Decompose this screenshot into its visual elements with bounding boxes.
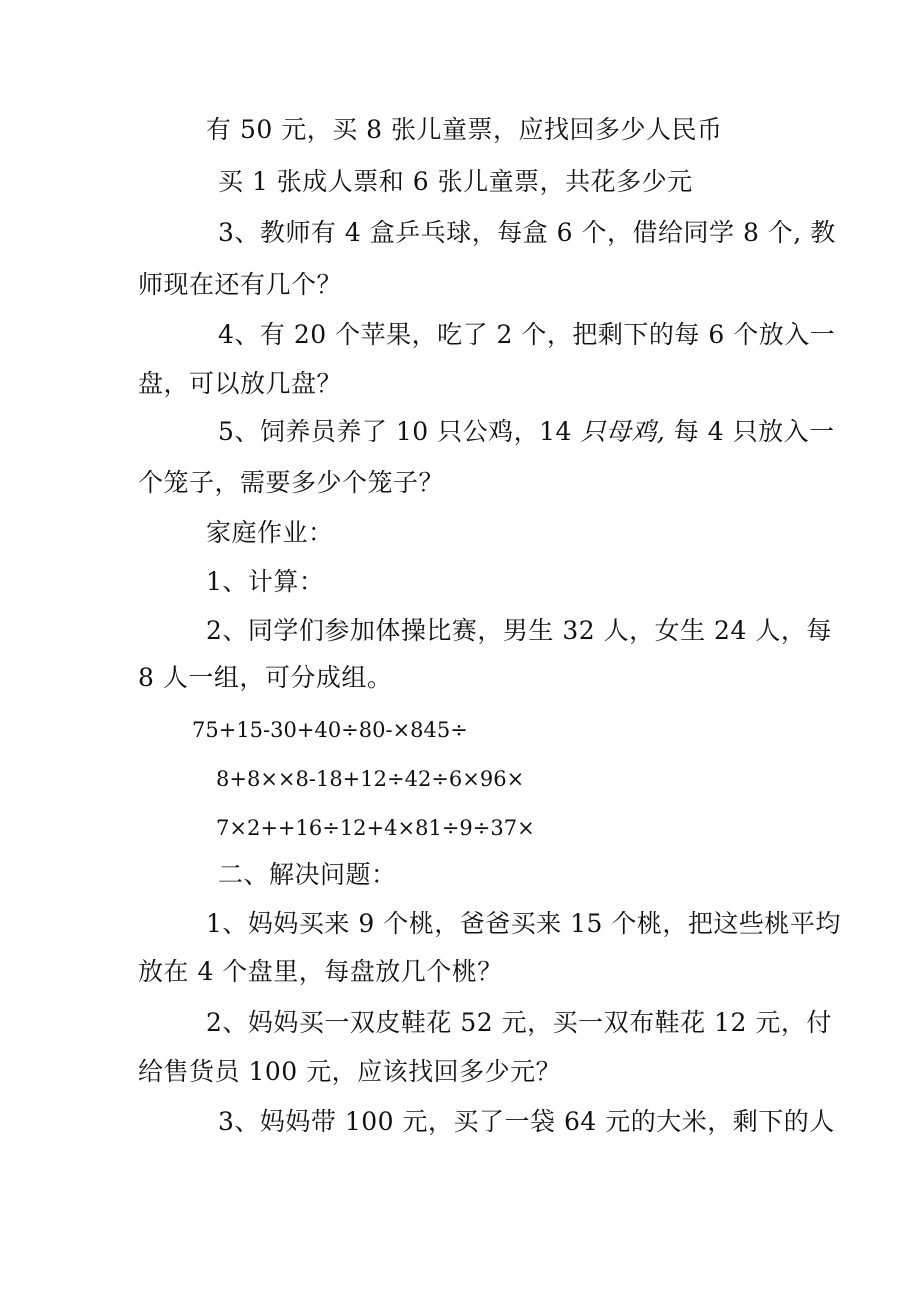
text-line: 2、同学们参加体操比赛，男生 32 人，女生 24 人，每 — [206, 616, 832, 645]
text-line: 给售货员 100 元，应该找回多少元？ — [138, 1057, 562, 1086]
text-line-mixed — [218, 415, 835, 449]
calculation-line: 8+8××8-18+12÷42÷6×96× — [216, 767, 525, 791]
calculation-line: 75+15-30+40÷80-×845÷ — [192, 718, 468, 742]
italic-text-segment: 只母鸡, — [580, 417, 666, 446]
section-heading: 二、解决问题： — [218, 860, 397, 889]
text-segment: 每 4 只放入一 — [665, 417, 835, 446]
text-line: 2、妈妈买一双皮鞋花 52 元，买一双布鞋花 12 元，付 — [206, 1008, 832, 1037]
text-line: 买 1 张成人票和 6 张儿童票，共花多少元 — [218, 167, 693, 196]
text-segment: 5、饲养员养了 10 只公鸡，14 — [218, 417, 581, 446]
text-line: 4、有 20 个苹果，吃了 2 个，把剩下的每 6 个放入一 — [218, 320, 836, 349]
calculation-line: 7×2++16÷12+4×81÷9÷37× — [216, 816, 535, 840]
text-line: 1、妈妈买来 9 个桃，爸爸买来 15 个桃，把这些桃平均 — [206, 909, 841, 938]
text-line: 个笼子，需要多少个笼子？ — [138, 468, 445, 497]
section-heading: 家庭作业： — [206, 518, 334, 547]
text-line: 3、妈妈带 100 元，买了一袋 64 元的大米，剩下的人 — [218, 1107, 835, 1136]
text-line: 1、计算： — [206, 567, 325, 596]
text-line: 3、教师有 4 盒乒乓球，每盒 6 个，借给同学 8 个, 教 — [218, 218, 836, 247]
text-line: 有 50 元，买 8 张儿童票，应找回多少人民币 — [206, 115, 723, 144]
text-line: 师现在还有几个？ — [138, 270, 343, 299]
text-line: 盘，可以放几盘？ — [138, 369, 343, 398]
text-line: 8 人一组，可分成组。 — [138, 663, 393, 692]
text-line: 放在 4 个盘里，每盘放几个桃？ — [138, 957, 503, 986]
